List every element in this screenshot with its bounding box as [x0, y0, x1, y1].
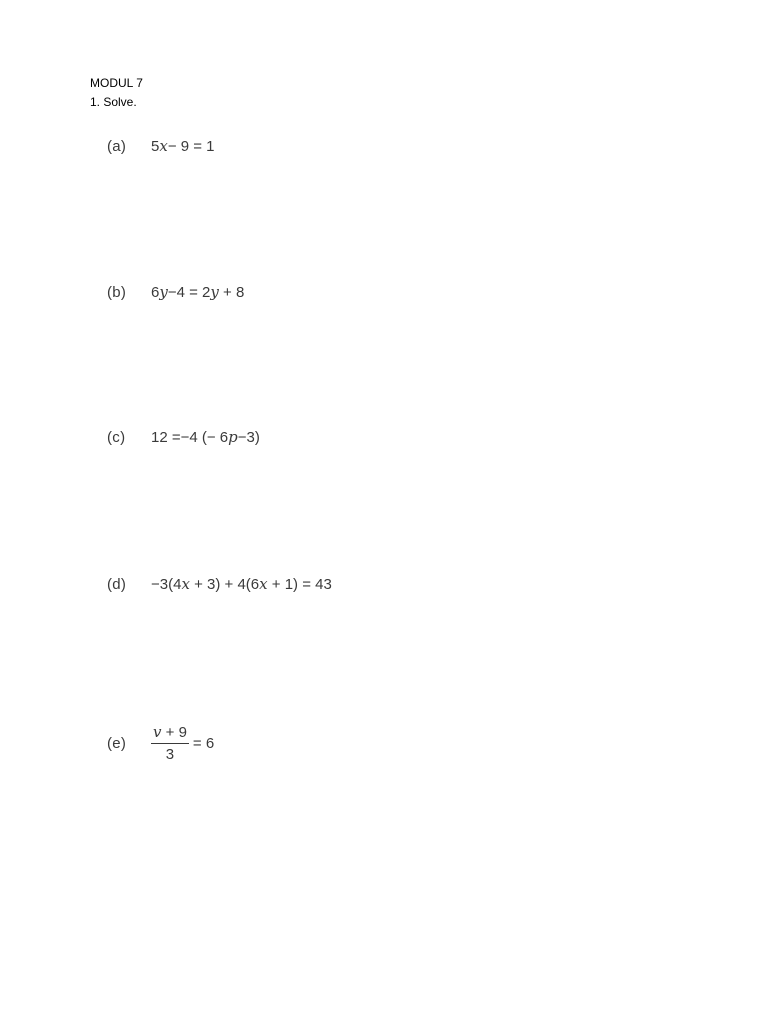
problem-d: [107, 564, 332, 604]
equation-variable: y: [210, 283, 219, 301]
problem-label: (a): [107, 137, 127, 155]
fraction-numerator: [151, 723, 189, 744]
instruction-text: 1. Solve.: [90, 95, 137, 109]
equation-variable: x: [259, 575, 268, 593]
equation: [151, 575, 332, 593]
problem-a: [107, 126, 215, 166]
problem-e: [107, 723, 214, 763]
equation-part: 12 =−4 (− 6: [151, 428, 229, 446]
equation: [151, 723, 214, 764]
problem-label: (e): [107, 734, 127, 752]
equation: [151, 428, 260, 446]
fraction: [151, 723, 189, 764]
problem-b: [107, 272, 244, 312]
module-title: MODUL 7: [90, 76, 143, 90]
equation-part: −4 = 2: [167, 283, 211, 301]
equation-part: + 9: [161, 723, 187, 741]
problem-label: (b): [107, 283, 127, 301]
equation-part: + 1) = 43: [267, 575, 332, 593]
equation-variable: x: [181, 575, 190, 593]
equation-variable: x: [159, 137, 168, 155]
equation-part: − 9 = 1: [167, 137, 215, 155]
fraction-denominator: 3: [165, 745, 175, 763]
equation-part: + 3) + 4(6: [189, 575, 260, 593]
equation-variable: v: [153, 722, 162, 741]
problem-label: (c): [107, 428, 126, 446]
equation: [151, 137, 215, 155]
equation-variable: p: [228, 428, 238, 446]
equation-part: = 6: [192, 734, 215, 752]
equation-part: + 8: [218, 283, 245, 301]
equation: [151, 283, 244, 301]
equation-part: 6: [151, 283, 160, 301]
equation-variable: y: [159, 283, 168, 301]
equation-part: 5: [151, 137, 160, 155]
problem-label: (d): [107, 575, 127, 593]
equation-part: −3(4: [151, 575, 182, 593]
problem-c: [107, 417, 260, 457]
equation-part: −3): [237, 428, 260, 446]
